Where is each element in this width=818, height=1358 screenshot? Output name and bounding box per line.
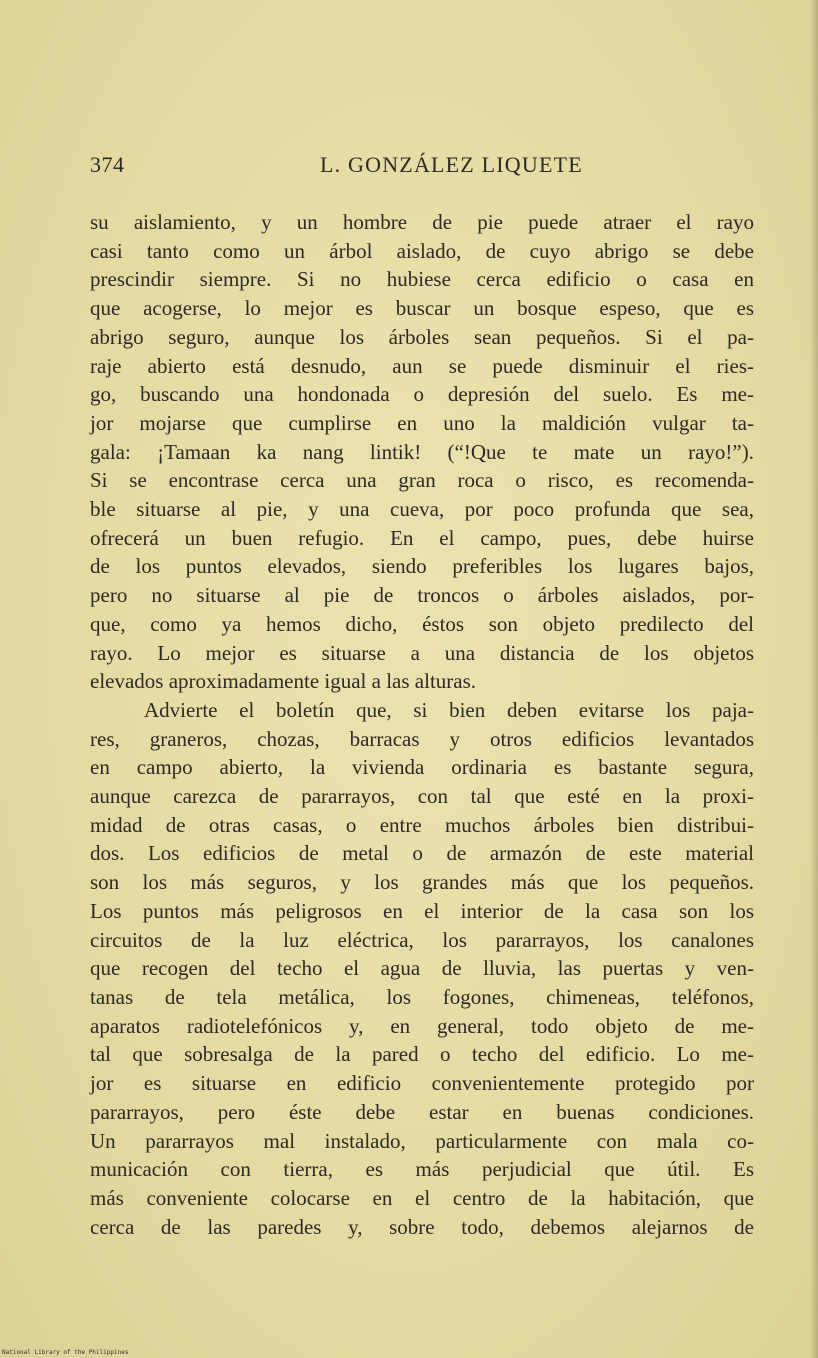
body-text [90,208,754,1241]
text-line: tanas de tela metálica, los fogones, chimeneas, teléfonos, [90,984,754,1009]
text-line: ble situarse al pie, y una cueva, por poco profunda que sea, [90,497,754,522]
text-line: que recogen del techo el agua de lluvia, las puertas y ven- [90,956,754,981]
text-line: casi tanto como un árbol aislado, de cuyo abrigo se debe [90,238,754,263]
text-line: su aislamiento, y un hombre de pie puede atraer el rayo [90,210,754,234]
text-line: dos. Los edificios de metal o de armazón de este material [90,841,754,866]
text-line: pero no situarse al pie de troncos o árboles aislados, por- [90,583,754,608]
page-number: 374 [90,152,125,177]
text-line: prescindir siempre. Si no hubiese cerca edificio o casa en [90,267,754,292]
text-line: aparatos radiotelefónicos y, en general, todo objeto de me- [90,1013,754,1038]
text-line: gala: ¡Tamaan ka nang lintik! (“!Que te mate un rayo!”). [90,439,754,464]
text-line: tal que sobresalga de la pared o techo del edificio. Lo me- [90,1042,754,1067]
running-head: L. GONZÁLEZ LIQUETE [320,152,583,177]
paragraph-2 [90,696,754,1241]
text-line: res, graneros, chozas, barracas y otros edificios levantados [90,726,754,751]
text-line: midad de otras casas, o entre muchos árboles bien distribui- [90,812,754,837]
text-line: abrigo seguro, aunque los árboles sean pequeños. Si el pa- [90,324,754,349]
text-line: pararrayos, pero éste debe estar en buenas condiciones. [90,1099,754,1124]
text-line: son los más seguros, y los grandes más que los pequeños. [90,870,754,895]
text-line: go, buscando una hondonada o depresión del suelo. Es me- [90,382,754,407]
page-header [90,152,754,184]
text-line: rayo. Lo mejor es situarse a una distancia de los objetos [90,640,754,665]
text-line: Si se encontrase cerca una gran roca o risco, es recomenda- [90,468,754,493]
text-line: elevados aproximadamente igual a las alturas. [90,669,477,694]
library-credit: National Library of the Philippines [2,1349,129,1356]
text-line: que, como ya hemos dicho, éstos son objeto predilecto del [90,611,754,636]
page-edge-shadow [810,0,818,1358]
text-line: Los puntos más peligrosos en el interior de la casa son los [90,898,754,923]
text-line: aunque carezca de pararrayos, con tal que esté en la proxi- [90,784,754,809]
text-line: en campo abierto, la vivienda ordinaria es bastante segura, [90,755,754,780]
text-line: Un pararrayos mal instalado, particularmente con mala co- [90,1128,754,1153]
text-line: circuitos de la luz eléctrica, los pararrayos, los canalones [90,927,754,952]
text-line: que acogerse, lo mejor es buscar un bosque espeso, que es [90,296,754,321]
text-line: ofrecerá un buen refugio. En el campo, pues, debe huirse [90,525,754,550]
text-line: más conveniente colocarse en el centro de la habitación, que [90,1185,754,1210]
paragraph-1 [90,208,754,696]
text-line: jor es situarse en edificio convenientemente protegido por [90,1071,754,1096]
text-line: raje abierto está desnudo, aun se puede disminuir el ries- [90,353,754,378]
text-line: Advierte el boletín que, si bien deben evitarse los paja- [144,697,754,722]
text-line: cerca de las paredes y, sobre todo, debemos alejarnos de [90,1214,754,1239]
text-line: de los puntos elevados, siendo preferibles los lugares bajos, [90,554,754,579]
text-line: jor mojarse que cumplirse en uno la maldición vulgar ta- [90,410,754,435]
text-line: municación con tierra, es más perjudicial que útil. Es [90,1157,754,1182]
